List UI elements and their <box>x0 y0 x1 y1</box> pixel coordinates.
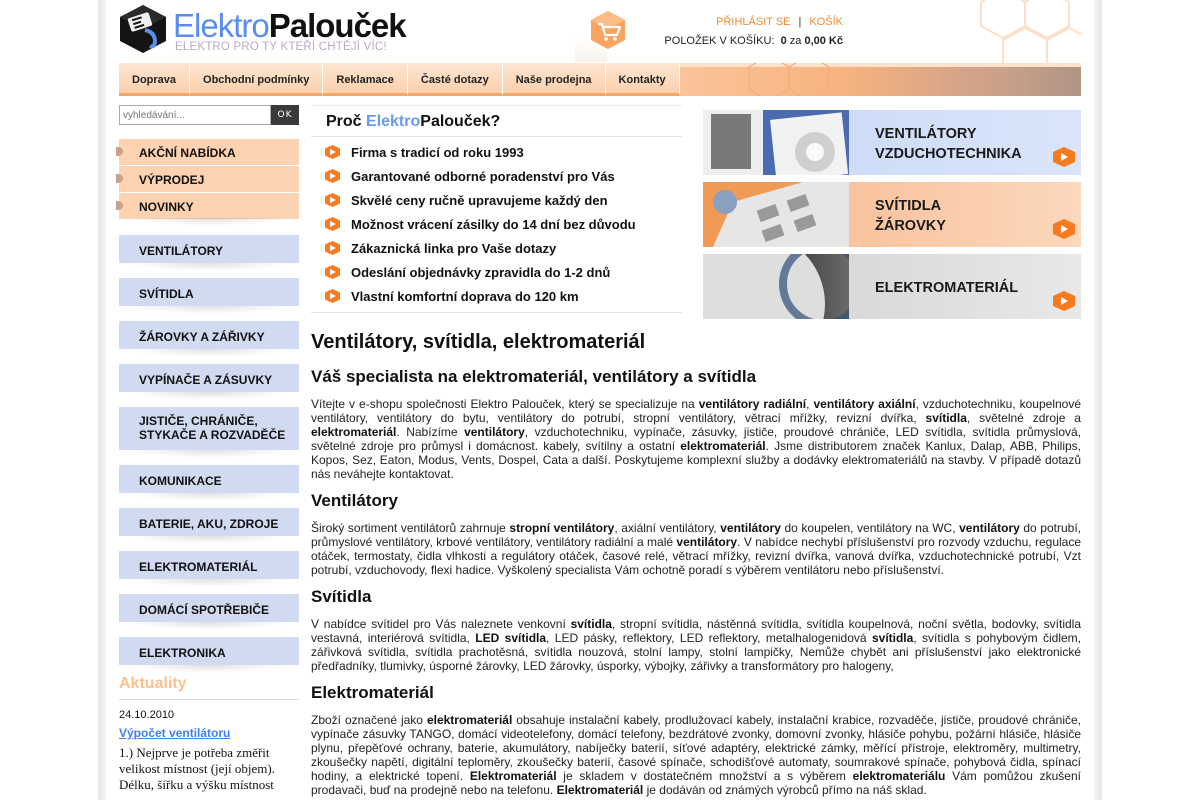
cable-reel-photo-icon <box>703 254 849 319</box>
play-bullet-icon <box>325 217 340 231</box>
page-shadow-right <box>1094 0 1102 800</box>
category-komunikace[interactable]: KOMUNIKACE <box>119 465 299 493</box>
why-item <box>325 140 682 164</box>
arrow-go-icon <box>1053 219 1075 239</box>
keyword-bold: stropní ventilátory <box>509 521 615 535</box>
why-us-box <box>311 105 682 313</box>
news-excerpt: 1.) Nejprve je potřeba změřit velikost místnost (její objem). Délku, šířku a výšku místnost <box>119 745 275 792</box>
section-text-elektromaterial: Zboží označené jako elektromateriál obsahuje instalační kabely, prodlužovací kabely, instalační krabice, rozvaděče, jističe, proudové chrániče, vypínače zásuvky TANGO, domácí videotelefony, domácí telefony, bezdrátové zvonky, domovní zvonky, hlásiče pohybu, požární hlásiče, hlásiče plynu, přepěťové ochrany, baterie, akumulátory, nabíječky baterií, síťové adaptéry, elektrické zámky, měřící přístroje, elektroměry, multimetry, zkoušečky napětí, digitální teploměry, zkoušečky baterií, časové spínače, schodišťové automaty, soumrakové spínače, pohybová čidla, spínací hodiny, a elektrické topení. Elektromateriál je skladem v dostatečném množství a s výběrem elektromateriálu Vám pomůžou zkušení prodavači, buď na prodejně nebo na telefonu. Elektromateriál je dodáván od známých výrobců přímo na náš sklad. <box>311 713 1081 797</box>
why-title-brand-paloucek: Palouček? <box>420 113 501 130</box>
category-elektronika[interactable]: ELEKTRONIKA <box>119 637 299 665</box>
category-zarovky-a-zarivky[interactable]: ŽÁROVKY A ZÁŘIVKY <box>119 321 299 349</box>
cart-items-label: POLOŽEK V KOŠÍKU: <box>664 35 775 47</box>
why-item <box>325 212 682 236</box>
logo-cube-icon <box>119 4 167 54</box>
category-vypinace-a-zasuvky[interactable]: VYPÍNAČE A ZÁSUVKY <box>119 364 299 392</box>
category-baterie-aku-zdroje[interactable]: BATERIE, AKU, ZDROJE <box>119 508 299 536</box>
nav-item-obchodni-podminky[interactable]: Obchodní podmínky <box>190 63 323 96</box>
banner-line-1: SVÍTIDLA <box>875 198 942 214</box>
category-jistice-chranice[interactable]: JISTIČE, CHRÁNIČE, STYKAČE A ROZVADĚČE <box>119 407 299 450</box>
shopping-cart-icon[interactable] <box>589 10 627 50</box>
section-text-svitidla: V nabídce svítidel pro Vás naleznete venkovní svítidla, stropní svítidla, nástěnná svítidla, svítidla koupelnová, noční světla, bodovky, svítidla vestavná, interiérová svítidla, LED svítidla, LED pásky, reflektory, LED reflektory, metalhalogenidová svítidla, svítidla s pohybovým čidlem, zářivková svítidla, svítidla prachotěsná, svítidla nouzová, stolní lampy, stolní lampičky, Nemůže chybět ani příslušenství jako elektronické předřadníky, tlumivky, úsporné žárovky, LED žárovky, úsporky, výbojky, zářivky a transformátory pro halogeny, <box>311 617 1081 673</box>
cart-summary <box>664 35 843 47</box>
banner-text <box>875 124 1022 164</box>
banner-line-2: ŽÁROVKY <box>875 218 946 234</box>
category-domaci-spotrebice[interactable]: DOMÁCÍ SPOTŘEBIČE <box>119 594 299 622</box>
ventilator-photo-icon <box>703 110 849 175</box>
keyword-bold: ventilátory radiální <box>698 397 807 411</box>
keyword-bold: ventilátory <box>464 425 525 439</box>
banner-elektromaterial[interactable] <box>703 254 1081 319</box>
banner-ventilatory[interactable] <box>703 110 1081 175</box>
play-bullet-icon <box>325 169 340 183</box>
hexagon-decoration <box>973 0 1081 64</box>
search-form <box>119 105 300 125</box>
play-bullet-icon <box>325 193 340 207</box>
nav-hex-decoration <box>739 63 859 96</box>
section-text-ventilatory: Široký sortiment ventilátorů zahrnuje stropní ventilátory, axiální ventilátory, ventilátory do koupelen, ventilátory na WC, ventilátory do potrubí, průmyslové ventilátory, krbové ventilátory, ventilátory radiální a malé ventilátory. V nabídce nechybí příslušenství pro rozvody vzduchu, regulace otáček, termostaty, čidla vlhkosti a regulátory otáček, časové relé, větrací mřížky, revizní dvířka, vanová dvířka, vzduchotechnické potrubí, Vzt potrubí, vzduchovody, flexi hadice. Vyškolený specialista Vám ochotně poradí s výběrem ventilátoru nebo příslušenství. <box>311 521 1082 577</box>
why-item <box>325 188 682 212</box>
logo-text-paloucek: Palouček <box>268 7 406 44</box>
light-fixture-photo-icon <box>703 182 849 247</box>
keyword-bold: ventilátory <box>720 521 781 535</box>
nav-item-caste-dotazy[interactable]: Časté dotazy <box>408 63 503 96</box>
search-ok-button[interactable]: OK <box>271 105 299 125</box>
category-svitidla[interactable]: SVÍTIDLA <box>119 278 299 306</box>
keyword-bold: Elektromateriál <box>469 769 557 783</box>
keyword-bold: ventilátory <box>959 521 1020 535</box>
keyword-bold: Elektromateriál <box>556 783 644 797</box>
news-date: 24.10.2010 <box>119 709 175 721</box>
why-title-brand-elektro: Elektro <box>366 113 421 130</box>
play-bullet-icon <box>325 289 340 303</box>
cart-for-label: za <box>789 35 802 47</box>
logo-text-elektro: Elektro <box>173 7 269 44</box>
page-title: Ventilátory, svítidla, elektromateriál <box>311 331 646 353</box>
keyword-bold: elektromateriálu <box>852 769 946 783</box>
why-item-text: Možnost vrácení zásilky do 14 dní bez důvodu <box>351 216 636 232</box>
main-navigation <box>119 63 1081 96</box>
why-item-text: Zákaznická linka pro Vaše dotazy <box>351 240 557 256</box>
category-banners <box>703 110 1081 326</box>
sidebar <box>119 139 299 680</box>
cart-total: 0,00 Kč <box>804 35 843 47</box>
category-elektromaterial[interactable]: ELEKTROMATERIÁL <box>119 551 299 579</box>
login-link[interactable]: PŘIHLÁSIT SE <box>716 16 791 28</box>
banner-line-1: ELEKTROMATERIÁL <box>875 280 1019 296</box>
play-bullet-icon <box>325 145 340 159</box>
search-input[interactable] <box>119 105 271 125</box>
why-us-title <box>311 105 682 137</box>
nav-item-doprava[interactable]: Doprava <box>119 63 190 96</box>
keyword-bold: ventilátory <box>676 535 738 549</box>
intro-paragraph: Vítejte v e-shopu společnosti Elektro Palouček, který se specializuje na ventilátory radiální, ventilátory axiální, vzduchotechniku, koupelnové ventilátory, ventilátory do bytu, ventilátory do potrubí, stropní ventilátory, větrací mřížky, revizní dvířka, svítidla, světelné zdroje a elektromateriál. Nabízíme ventilátory, vzduchotechniku, vypínače, zásuvky, jističe, proudové chrániče, LED svítidla, svítidla průmyslová, světelné zdroje pro průmysl i domácnost. kabely, svítilny a ostatní elektromateriál. Jsme distributorem značek Kanlux, Dalap, ABB, Philips, Kopos, Sez, Eaton, Modus, Vents, Dospel, Cata a další. Poskytujeme komplexní služby a dodávky elektromateriálů na stavby. V případě dotazů nás neváhejte kontaktovat. <box>311 397 1082 481</box>
play-bullet-icon <box>325 241 340 255</box>
nav-item-nase-prodejna[interactable]: Naše prodejna <box>503 63 606 96</box>
promo-menu <box>119 139 299 219</box>
why-item-text: Vlastní komfortní doprava do 120 km <box>351 288 579 304</box>
nav-item-reklamace[interactable]: Reklamace <box>323 63 408 96</box>
nav-items <box>119 63 680 96</box>
why-item <box>325 284 682 308</box>
cart-link[interactable]: KOŠÍK <box>809 16 843 28</box>
news-article-link[interactable]: Výpočet ventilátoru <box>119 726 231 740</box>
keyword-bold: elektromateriál <box>426 713 513 727</box>
nav-item-kontakty[interactable]: Kontakty <box>606 63 680 96</box>
why-item <box>325 236 682 260</box>
arrow-go-icon <box>1053 291 1075 311</box>
why-us-list <box>311 137 682 313</box>
why-item <box>325 260 682 284</box>
news-heading: Aktuality <box>119 675 299 700</box>
logo-wordmark <box>173 7 406 44</box>
banner-svitidla[interactable] <box>703 182 1081 247</box>
cart-items-count: 0 <box>780 35 787 47</box>
site-logo[interactable] <box>119 4 406 54</box>
page-subtitle: Váš specialista na elektromateriál, ventilátory a svítidla <box>311 367 757 386</box>
section-title-svitidla: Svítidla <box>311 587 372 606</box>
banner-text <box>875 196 946 236</box>
sidebar-item-akcni-nabidka[interactable]: AKČNÍ NABÍDKA <box>119 139 299 165</box>
play-bullet-icon <box>325 265 340 279</box>
page-shadow-left <box>98 0 106 800</box>
arrow-go-icon <box>1053 147 1075 167</box>
why-title-prefix: Proč <box>326 113 367 130</box>
page-wrapper <box>119 0 1081 800</box>
why-item <box>325 164 682 188</box>
section-title-elektromaterial: Elektromateriál <box>311 683 434 702</box>
account-box <box>664 16 843 47</box>
account-separator: | <box>798 16 802 28</box>
keyword-bold: svítidla <box>871 631 914 645</box>
keyword-bold: ventilátory axiální <box>813 397 916 411</box>
banner-text <box>875 278 1018 298</box>
category-ventilatory[interactable]: VENTILÁTORY <box>119 235 299 263</box>
banner-line-2: VZDUCHOTECHNIKA <box>875 146 1022 162</box>
keyword-bold: elektromateriál <box>311 425 397 439</box>
why-item-text: Garantované odborné poradenství pro Vás <box>351 168 615 184</box>
logo-tagline: ELEKTRO PRO TY KTEŘÍ CHTĚJÍ VÍC! <box>175 41 387 53</box>
section-title-ventilatory: Ventilátory <box>311 491 398 510</box>
why-item-text: Skvělé ceny ručně upravujeme každý den <box>351 192 608 208</box>
banner-line-1: VENTILÁTORY <box>875 126 977 142</box>
keyword-bold: svítidla <box>570 617 612 631</box>
keyword-bold: elektromateriál <box>680 439 766 453</box>
sidebar-item-novinky[interactable]: NOVINKY <box>119 193 299 219</box>
main-content <box>311 331 1081 800</box>
why-item-text: Odeslání objednávky zpravidla do 1-2 dnů <box>351 264 611 280</box>
sidebar-item-vyprodej[interactable]: VÝPRODEJ <box>119 166 299 192</box>
why-item-text: Firma s tradicí od roku 1993 <box>351 144 524 160</box>
keyword-bold: LED svítidla <box>475 631 547 645</box>
keyword-bold: svítidla <box>925 411 967 425</box>
